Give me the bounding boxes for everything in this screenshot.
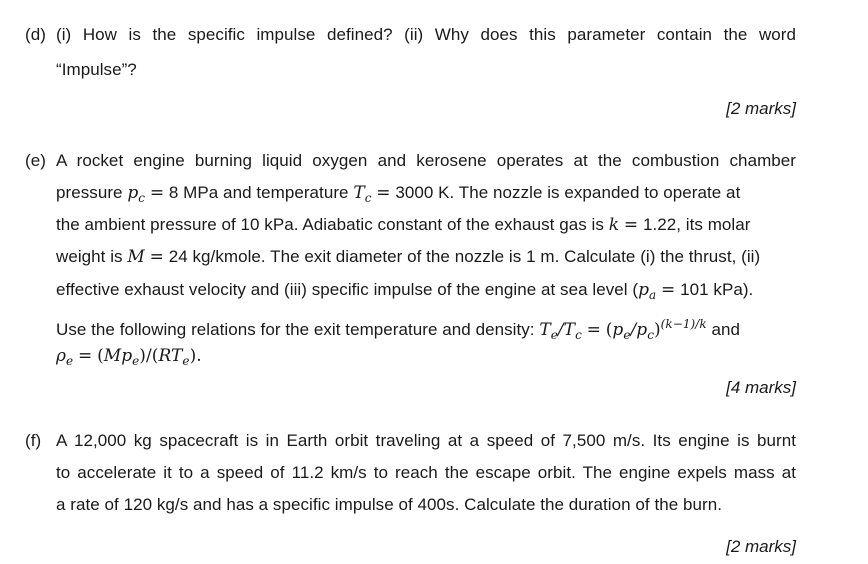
- exit-temperature-relation: $T_e/T_c$: [539, 320, 582, 342]
- chamber-temperature-symbol: $T_c$: [353, 183, 372, 205]
- e-line6-text-a: Use the following relations for the exit temperature and density:: [56, 320, 535, 339]
- e-line3-text-b: 1.22, its molar: [642, 215, 751, 234]
- ambient-pressure-symbol: $p_a$: [638, 280, 657, 302]
- question-e-line-1: A rocket engine burning liquid oxygen and kerosene operates at the combustion chamber: [56, 151, 796, 170]
- e-line4-text-a: weight is: [56, 247, 123, 266]
- question-d-line-1: (i) How is the specific impulse defined? (ii) Why does this parameter contain the word: [56, 25, 796, 44]
- question-e-line-2: pressure $p_c = 8$ MPa and temperature $T_c = 3000$ K. The nozzle is expanded to operate at: [56, 183, 741, 205]
- question-d-line-2: “Impulse”?: [56, 60, 137, 79]
- question-f-line-1: A 12,000 kg spacecraft is in Earth orbit traveling at a speed of 7,500 m/s. Its engine is burnt: [56, 431, 796, 450]
- question-d-label: (d): [25, 25, 46, 44]
- e-line4-text-b: 24 kg/kmole. The exit diameter of the nozzle is 1 m. Calculate (i) the thrust, (ii): [168, 247, 761, 266]
- question-d-marks: [2 marks]: [726, 99, 796, 118]
- question-f-line-2: to accelerate it to a speed of 11.2 km/s to reach the escape orbit. The engine expels mass at: [56, 463, 796, 482]
- e-line5-text-b: 101 kPa).: [680, 280, 754, 299]
- question-e-line-7: $\rho_e = (Mp_e)/(RT_e)$.: [56, 346, 202, 368]
- question-f-marks: [2 marks]: [726, 537, 796, 556]
- exit-density-relation: $\rho_e$: [56, 346, 74, 368]
- chamber-pressure-symbol: $p_c$: [127, 183, 146, 205]
- question-f-line-3: a rate of 120 kg/s and has a specific impulse of 400s. Calculate the duration of the burn.: [56, 495, 723, 514]
- question-e-line-6: Use the following relations for the exit temperature and density: $T_e/T_c = (p_e/p_c)^{(k-1)/k}$ and: [56, 317, 740, 342]
- question-f-label: (f): [25, 431, 42, 450]
- adiabatic-constant-symbol: k: [608, 215, 620, 235]
- e-line2-text-c: 3000 K. The nozzle is expanded to operate at: [395, 183, 741, 202]
- question-e-marks: [4 marks]: [726, 378, 796, 397]
- pressure-ratio-expression: $(p_e/p_c)^{(k-1)/k}$: [605, 317, 707, 342]
- question-e-line-3: the ambient pressure of 10 kPa. Adiabatic constant of the exhaust gas is k = 1.22, its molar: [56, 215, 751, 235]
- e-line6-text-b: and: [711, 320, 740, 339]
- e-line3-text-a: the ambient pressure of 10 kPa. Adiabatic constant of the exhaust gas is: [56, 215, 604, 234]
- question-e-line-5: effective exhaust velocity and (iii) specific impulse of the engine at sea level ($p_a = 101$ kPa).: [56, 280, 754, 302]
- density-expression: $(Mp_e)/(RT_e)$.: [97, 346, 202, 368]
- e-line2-text-b: 8 MPa and temperature: [168, 183, 349, 202]
- molar-weight-symbol: M: [127, 247, 145, 267]
- e-line2-text-a: pressure: [56, 183, 123, 202]
- question-e-label: (e): [25, 151, 46, 170]
- question-e-line-4: weight is M = 24 kg/kmole. The exit diameter of the nozzle is 1 m. Calculate (i) the thrust, (ii): [56, 247, 761, 267]
- e-line5-text-a: effective exhaust velocity and (iii) specific impulse of the engine at sea level (: [56, 280, 639, 299]
